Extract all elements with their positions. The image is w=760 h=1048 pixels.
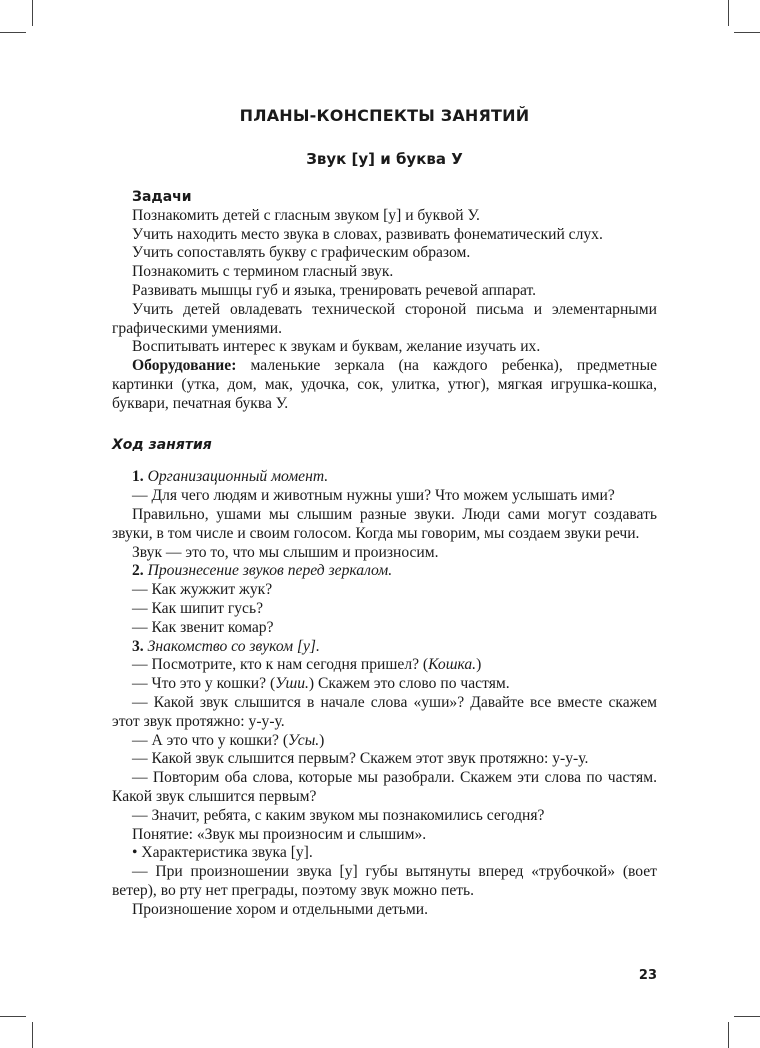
dialogue-line: — При произношении звука [у] губы вытянуты вперед «трубочкой» (воет ветер), во рту нет преграды, поэтому звук можно петь.	[112, 863, 657, 899]
dialogue-line: — А это что у кошки? (Усы.)	[132, 731, 325, 749]
task-item: Воспитывать интерес к звукам и буквам, желание изучать их.	[132, 338, 541, 356]
dialogue-line: — Повторим оба слова, которые мы разобрали. Скажем эти слова по частям. Какой звук слышится первым?	[112, 769, 657, 805]
crop-mark	[734, 1016, 760, 1017]
dialogue-line: — Значит, ребята, с каким звуком мы познакомились сегодня?	[132, 806, 545, 824]
crop-mark	[728, 1022, 729, 1048]
paragraph: Произношение хором и отдельными детьми.	[132, 900, 429, 918]
dialogue-line: — Для чего людям и животным нужны уши? Что можем услышать ими?	[132, 487, 615, 505]
crop-mark	[0, 1016, 26, 1017]
crop-mark	[32, 1022, 33, 1048]
crop-mark	[734, 32, 760, 33]
step-heading: 3. Знакомство со звуком [у].	[132, 637, 320, 655]
equipment-paragraph	[112, 357, 657, 413]
crop-mark	[32, 0, 33, 26]
paragraph: Правильно, ушами мы слышим разные звуки. Люди сами могут создавать звуки, в том числе и своим голосом. Когда мы говорим, мы создаем звуки речи.	[112, 505, 657, 542]
dialogue-line: — Какой звук слышится в начале слова «уши»? Давайте все вместе скажем этот звук протяжно: у-у-у.	[112, 693, 657, 730]
dialogue-line: — Посмотрите, кто к нам сегодня пришел? (Кошка.)	[132, 656, 482, 674]
task-item: Развивать мышцы губ и языка, тренировать речевой аппарат.	[132, 281, 537, 299]
crop-mark	[728, 0, 729, 26]
task-item: Учить сопоставлять букву с графическим образом.	[132, 244, 471, 262]
course-heading: Ход занятия	[112, 436, 212, 453]
task-item: Познакомить с термином гласный звук.	[132, 263, 394, 281]
paragraph: Понятие: «Звук мы произносим и слышим».	[132, 825, 427, 843]
task-item: Познакомить детей с гласным звуком [у] и буквой У.	[132, 206, 480, 224]
lesson-title: Звук [у] и буква У	[306, 150, 463, 168]
dialogue-line: — Как звенит комар?	[132, 618, 274, 636]
task-item: Учить находить место звука в словах, развивать фонематический слух.	[132, 225, 603, 243]
equipment-label: Оборудование:	[132, 357, 237, 375]
crop-mark	[0, 32, 26, 33]
dialogue-line: — Что это у кошки? (Уши.) Скажем это слово по частям.	[132, 675, 510, 693]
step-heading: 2. Произнесение звуков перед зеркалом.	[132, 562, 393, 580]
page-body	[112, 188, 657, 919]
dialogue-line: — Какой звук слышится первым? Скажем этот звук протяжно: у-у-у.	[132, 750, 589, 768]
bullet-item: • Характеристика звука [у].	[132, 844, 313, 862]
paragraph: Звук — это то, что мы слышим и произносим.	[132, 543, 439, 561]
dialogue-line: — Как жужжит жук?	[132, 581, 273, 599]
page-number: 23	[638, 968, 657, 983]
task-item: Учить детей овладевать технической стороной письма и элементарными графическими умениями.	[112, 300, 657, 337]
tasks-heading: Задачи	[132, 189, 192, 205]
equipment-text: маленькие зеркала (на каждого ребенка), предметные картинки (утка, дом, мак, удочка, сок, улитка, утюг), мягкая игрушка-кошка, буквари, печатная буква У.	[112, 357, 657, 412]
dialogue-line: — Как шипит гусь?	[132, 599, 263, 617]
step-heading: 1. Организационный момент.	[132, 468, 329, 486]
page-title: ПЛАНЫ-КОНСПЕКТЫ ЗАНЯТИЙ	[239, 106, 530, 125]
